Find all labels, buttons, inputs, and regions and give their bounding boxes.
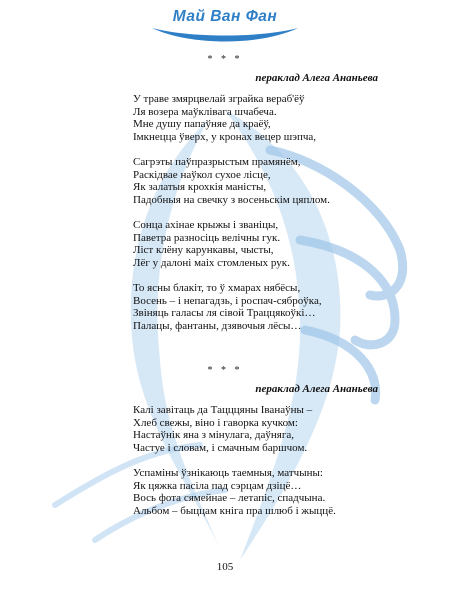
stanza <box>133 156 330 206</box>
poem-line: Як залатыя крохкія маністы, <box>133 181 267 194</box>
poem-line: Восень – і непагадзь, і роспач-сяброўка, <box>133 294 322 307</box>
translator-credit: пераклад Алега Ананьева <box>255 383 378 395</box>
header-swoosh <box>150 24 300 46</box>
section-stars: * * * <box>207 365 243 376</box>
section-stars: * * * <box>207 54 243 65</box>
poem-line: Імкнецца ўверх, у кронах вецер шэпча, <box>133 130 317 143</box>
poem-line: Раскідвае наўкол сухое лісце, <box>133 168 271 181</box>
translator-credit: пераклад Алега Ананьева <box>255 72 378 84</box>
poem-line: Частуе і словам, і смачным баршчом. <box>133 441 308 454</box>
poem-line: Хлеб свежы, віно і гаворка кучком: <box>133 416 298 429</box>
poem-1 <box>133 93 330 345</box>
poem-line: Паветра разносіць велічны гук. <box>133 231 281 244</box>
poem-line: Успаміны ўзнікаюць таемныя, матчыны: <box>133 466 323 479</box>
stanza <box>133 93 330 143</box>
poem-line: Звіняць галасы ля сівой Траццякоўкі… <box>133 307 316 320</box>
stanza <box>133 467 336 517</box>
poem-line: Настаўнік яна з мінулага, даўняга, <box>133 429 294 442</box>
poem-2 <box>133 404 336 530</box>
poem-line: Ліст клёну карункавы, чысты, <box>133 244 274 257</box>
poem-line: Мне душу папаўняе да краёў, <box>133 118 271 131</box>
poem-line: Калі завітаць да Тацццяны Іванаўны – <box>133 404 313 416</box>
poem-line: То ясны блакіт, то ў хмарах нябёсы, <box>133 281 301 294</box>
poem-line: Ля возера маўклівага шчабеча. <box>133 105 277 118</box>
poem-line: Альбом – быццам кніга пра шлюб і жыццё. <box>133 504 336 517</box>
poem-line: У траве змярцвелай зграйка вераб'ёў <box>133 93 305 105</box>
poem-line: Вось фота сямейнае – летапіс, спадчына. <box>133 492 326 505</box>
page-number: 105 <box>216 561 234 573</box>
page-header-title: Май Ван Фан <box>172 8 278 25</box>
poem-line: Лёг у далоні маіх стомленых рук. <box>133 256 290 269</box>
stanza <box>133 282 330 332</box>
poem-line: Падобныя на свечку з восеньскім цяплом. <box>133 193 330 206</box>
poem-line: Палацы, фантаны, дзявочыя лёсы… <box>133 319 302 332</box>
poem-line: Сагрэты паўпразрыстым прамянём, <box>133 155 301 168</box>
poem-line: Як цяжка пасіла пад сэрцам дзіцё… <box>133 479 302 492</box>
stanza <box>133 404 336 454</box>
poem-line: Сонца ахінае крыжы і званіцы, <box>133 218 279 231</box>
stanza <box>133 219 330 269</box>
